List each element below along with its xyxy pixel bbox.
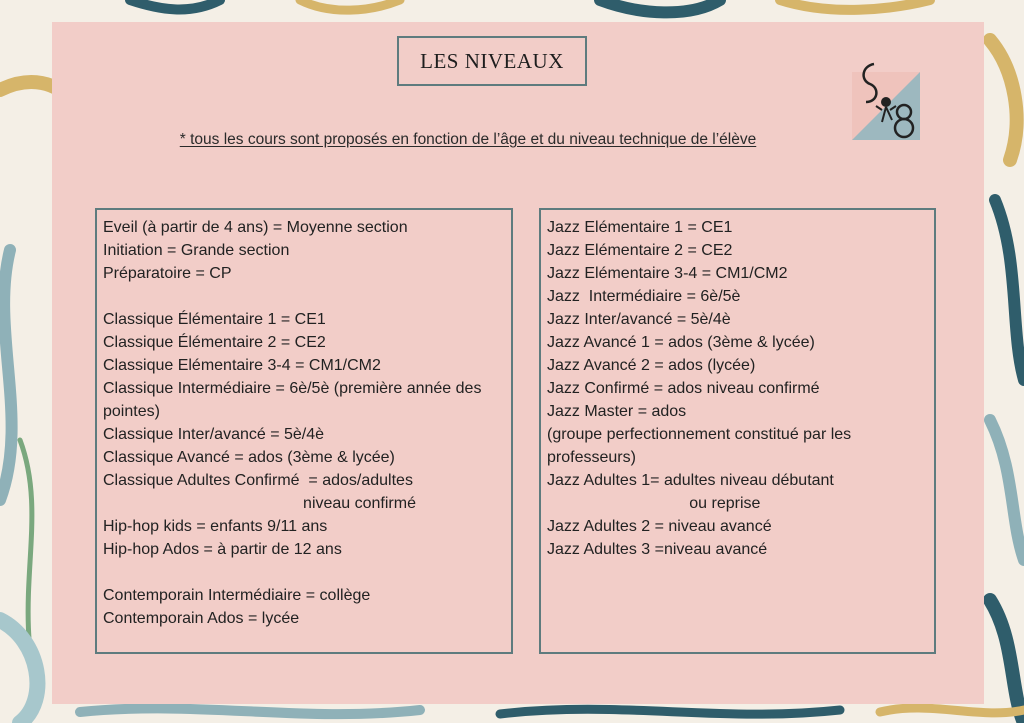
level-item: Classique Intermédiaire = 6è/5è (première année des pointes) bbox=[103, 380, 482, 420]
level-item: Jazz Elémentaire 1 = CE1 bbox=[547, 219, 733, 236]
notice-text: * tous les cours sont proposés en fonction de l’âge et du niveau technique de l’élève bbox=[179, 131, 757, 148]
level-item: Contemporain Intermédiaire = collège bbox=[103, 587, 371, 604]
level-item: Jazz Intermédiaire = 6è/5è bbox=[547, 288, 741, 305]
levels-list-jazz bbox=[539, 208, 936, 654]
page-title: LES NIVEAUX bbox=[420, 48, 564, 73]
level-item: Jazz Adultes 1= adultes niveau débutant bbox=[547, 472, 834, 489]
level-item: Hip-hop kids = enfants 9/11 ans bbox=[103, 518, 328, 535]
levels-list-classique bbox=[95, 208, 513, 654]
level-item: Jazz Confirmé = ados niveau confirmé bbox=[547, 380, 820, 397]
level-item: Eveil (à partir de 4 ans) = Moyenne section bbox=[103, 219, 408, 236]
level-item: Jazz Adultes 2 = niveau avancé bbox=[547, 518, 772, 535]
level-item: Jazz Master = ados bbox=[547, 403, 687, 420]
level-item: Préparatoire = CP bbox=[103, 265, 232, 282]
list-spacer bbox=[103, 285, 511, 308]
level-item: Classique Avancé = ados (3ème & lycée) bbox=[103, 449, 395, 466]
level-item: niveau confirmé bbox=[103, 495, 416, 512]
list-spacer bbox=[103, 561, 511, 584]
level-item: Classique Adultes Confirmé = ados/adultes bbox=[103, 472, 413, 489]
level-item: Hip-hop Ados = à partir de 12 ans bbox=[103, 541, 342, 558]
level-item: ou reprise bbox=[547, 495, 761, 512]
level-item: Classique Inter/avancé = 5è/4è bbox=[103, 426, 325, 443]
level-item: Jazz Avancé 2 = ados (lycée) bbox=[547, 357, 756, 374]
level-item: Jazz Adultes 3 =niveau avancé bbox=[547, 541, 768, 558]
level-item: Jazz Inter/avancé = 5è/4è bbox=[547, 311, 731, 328]
level-item: Jazz Elémentaire 3-4 = CM1/CM2 bbox=[547, 265, 788, 282]
levels-card bbox=[52, 22, 984, 704]
level-item: Contemporain Ados = lycée bbox=[103, 610, 300, 627]
level-item: Jazz Avancé 1 = ados (3ème & lycée) bbox=[547, 334, 815, 351]
level-item: Jazz Elémentaire 2 = CE2 bbox=[547, 242, 733, 259]
level-item: Classique Elémentaire 3-4 = CM1/CM2 bbox=[103, 357, 381, 374]
level-item: Initiation = Grande section bbox=[103, 242, 290, 259]
level-item: (groupe perfectionnement constitué par les professeurs) bbox=[547, 426, 852, 466]
level-item: Classique Élémentaire 2 = CE2 bbox=[103, 334, 326, 351]
title-box bbox=[397, 36, 587, 86]
level-item: Classique Élémentaire 1 = CE1 bbox=[103, 311, 326, 328]
